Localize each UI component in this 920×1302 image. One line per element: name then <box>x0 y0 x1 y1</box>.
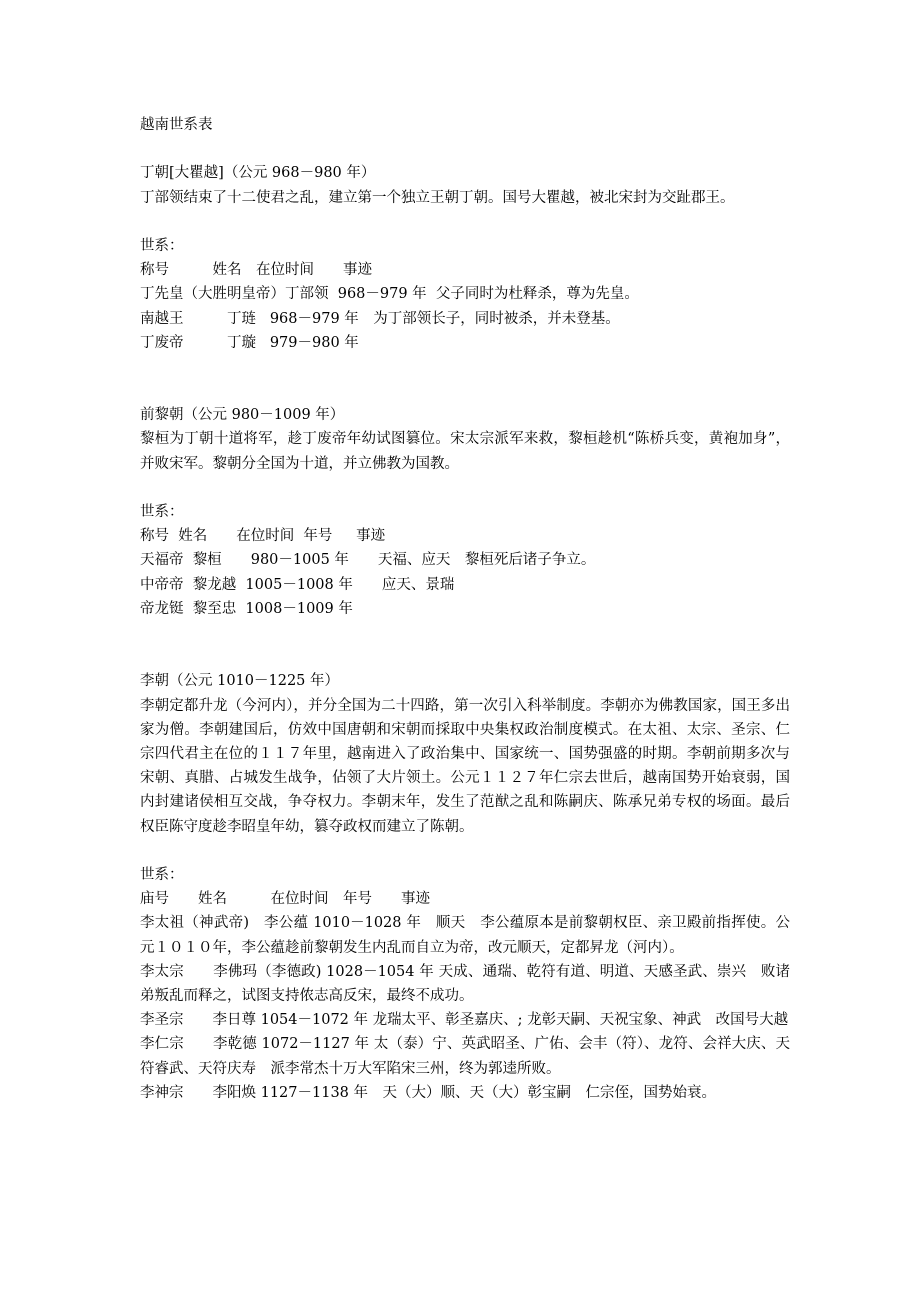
early-le-row: 天福帝 黎桓 980－1005 年 天福、应天 黎桓死后诸子争立。 <box>140 552 596 569</box>
ly-intro: 李朝定都升龙（今河内），并分全国为二十四路，第一次引入科举制度。李朝亦为佛教国家，国王多出家为僧。李朝建国后，仿效中国唐朝和宋朝而採取中央集权政治制度模式。在太祖、太宗、圣宗、仁宗四代君主在位的１１７年里，越南进入了政治集中、国家统一、国势强盛的时期。李朝前期多次与宋朝、真腊、占城发生战争，佔领了大片领土。公元１１２７年仁宗去世后，越南国势开始衰弱，国内封建诸侯相互交战，争夺权力。李朝末年，发生了范猷之乱和陈嗣庆、陈承兄弟专权的场面。最后权臣陈守度趁李昭皇年幼，篡夺政权而建立了陈朝。 <box>140 697 790 835</box>
early-le-lineage-label: 世系： <box>140 504 184 521</box>
ding-table-header: 称号 姓名 在位时间 事迹 <box>140 262 372 279</box>
early-le-heading: 前黎朝（公元 980－1009 年） <box>140 407 345 424</box>
early-le-table-header: 称号 姓名 在位时间 年号 事迹 <box>140 528 386 545</box>
early-le-intro: 黎桓为丁朝十道将军，趁丁废帝年幼试图篡位。宋太宗派军来救，黎桓趁机“陈桥兵变，黄袍加身”，并败宋军。黎朝分全国为十道，并立佛教为国教。 <box>140 431 790 472</box>
ding-heading: 丁朝[大瞿越]（公元 968－980 年） <box>140 165 376 182</box>
ding-row: 南越王 丁琏 968－979 年 为丁部领长子，同时被杀，并未登基。 <box>140 310 620 327</box>
ly-table-header: 庙号 姓名 在位时间 年号 事迹 <box>140 891 430 908</box>
ly-row: 李仁宗 李乾德 1072－1127 年 太（泰）宁、英武昭圣、广佑、会丰（符）、龙符、会祥大庆、天符睿武、天符庆寿 派李常杰十万大军陷宋三州，终为郭逵所败。 <box>140 1036 790 1077</box>
ly-row: 李太宗 李佛玛（李德政) 1028－1054 年 天成、通瑞、乾符有道、明道、天感圣武、崇兴 败诸弟叛乱而释之，试图支持侬志高反宋，最终不成功。 <box>140 963 790 1004</box>
early-le-row: 中帝帝 黎龙越 1005－1008 年 应天、景瑞 <box>140 576 455 593</box>
document-title: 越南世系表 <box>140 117 213 133</box>
ding-row: 丁废帝 丁璇 979－980 年 <box>140 334 359 351</box>
ly-row: 李圣宗 李日尊 1054－1072 年 龙瑞太平、彰圣嘉庆、; 龙彰天嗣、天祝宝象、神武 改国号大越 <box>140 1012 789 1029</box>
ding-lineage-label: 世系： <box>140 237 184 254</box>
document-page <box>140 113 790 1105</box>
ly-heading: 李朝（公元 1010－1225 年） <box>140 673 340 690</box>
ding-intro: 丁部领结束了十二使君之乱，建立第一个独立王朝丁朝。国号大瞿越，被北宋封为交趾郡王。 <box>140 189 735 206</box>
ly-lineage-label: 世系： <box>140 866 184 883</box>
early-le-row: 帝龙铤 黎至忠 1008－1009 年 <box>140 600 353 617</box>
ding-row: 丁先皇（大胜明皇帝）丁部领 968－979 年 父子同时为杜释杀，尊为先皇。 <box>140 286 639 303</box>
ly-row: 李太祖（神武帝) 李公蕴 1010－1028 年 顺天 李公蕴原本是前黎朝权臣、亲卫殿前指挥使。公元１０１０年，李公蕴趁前黎朝发生内乱而自立为帝，改元顺天，定都昇龙（河内）。 <box>140 915 790 956</box>
ly-row: 李神宗 李阳焕 1127－1138 年 天（大）顺、天（大）彰宝嗣 仁宗侄，国势始衰。 <box>140 1084 717 1101</box>
